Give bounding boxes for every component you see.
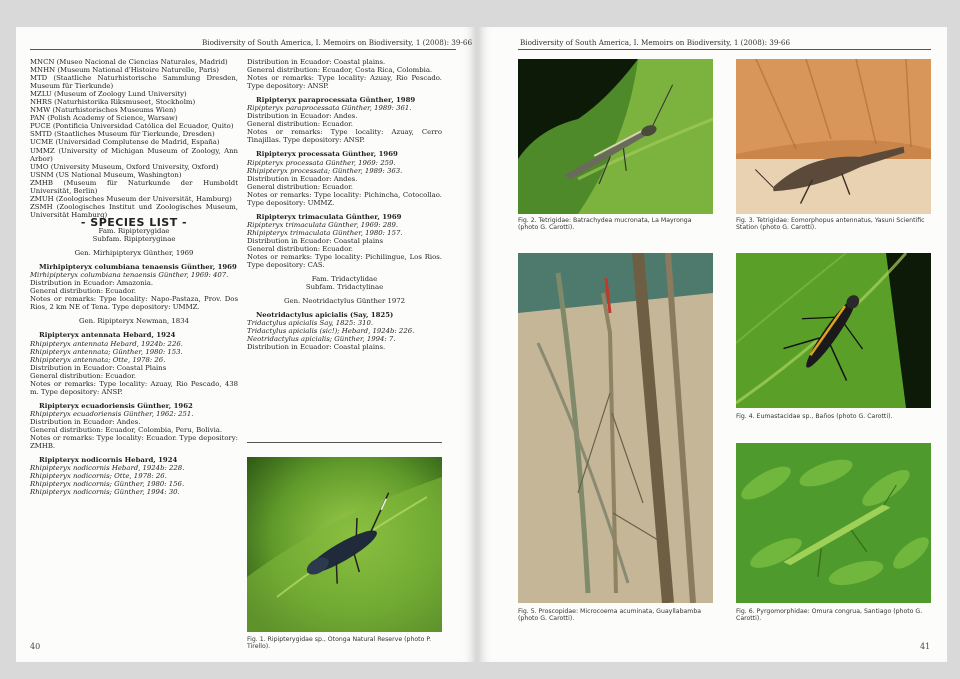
- synonym-line: Rhipipteryx processata; Günther, 1989: 363.: [247, 166, 403, 175]
- general-distribution: General distribution: Ecuador.: [247, 182, 353, 191]
- species-name: Ripipteryx ecuadoriensis Günther, 1962: [39, 401, 193, 410]
- synonym-line: Rhipipteryx nodicornis Hebard, 1924b: 228.: [30, 464, 185, 473]
- synonym-line: Ripipteryx trimaculata Günther, 1969: 289.: [247, 220, 399, 229]
- synonym-line: Rhipipteryx nodicornis; Günther, 1980: 156.: [30, 480, 185, 489]
- general-distribution: General distribution: Ecuador.: [30, 371, 136, 380]
- synonym-line: Rhipipteryx nodicornis; Otte, 1978: 26.: [30, 472, 167, 481]
- distribution-line: Distribution in Ecuador: Coastal plains: [247, 236, 383, 245]
- figure-1-photo: [247, 457, 442, 632]
- abbrev-item: PAN (Polish Academy of Science, Warsaw): [30, 114, 178, 123]
- figure-6-caption: Fig. 6. Pyrgomorphidae: Omura congrua, Santiago (photo G. Carotti).: [736, 608, 923, 623]
- abbrev-item: SMTD (Staatliches Museum für Tierkunde, Dresden): [30, 130, 215, 139]
- species-name: Ripipteryx processata Günther, 1969: [256, 150, 398, 159]
- fig6-insect-illustration: [736, 443, 931, 603]
- page-number-left: 40: [30, 642, 41, 651]
- remarks-line: Notes or remarks: Type locality: Napo-Pastaza, Prov. Dos Rios, 2 km NE of Tena. Type depository: UMMZ.: [30, 295, 238, 312]
- synonym-line: Rhipipteryx ecuadoriensis Günther, 1962: 251.: [30, 409, 194, 418]
- abbrev-item: ZSMH (Zoologisches Institut und Zoologisches Museum, Universität Hamburg): [30, 202, 238, 219]
- running-head-right: Biodiversity of South America, I. Memoirs on Biodiversity, 1 (2008): 39-66: [520, 38, 791, 47]
- general-distribution: General distribution: Ecuador, Colombia, Peru, Bolivia.: [30, 425, 223, 434]
- running-head-left: Biodiversity of South America, I. Memoirs on Biodiversity, 1 (2008): 39-66: [202, 38, 473, 47]
- species-name: Ripipteryx trimaculata Günther, 1969: [256, 212, 402, 221]
- left-column-1: [30, 58, 238, 496]
- abbreviation-list: [30, 58, 238, 219]
- distribution-line: Distribution in Ecuador: Andes.: [247, 174, 358, 183]
- remarks-line: Notes or remarks: Type locality: Azuay, Rio Pescado. Type depository: ANSP.: [247, 74, 442, 91]
- species-name: Neotridactylus apicialis (Say, 1825): [256, 311, 394, 320]
- header-rule-left: [30, 49, 456, 50]
- synonym-line: Ripipteryx paraprocessata Günther, 1989: 361.: [247, 104, 412, 113]
- fig3-insect-illustration: [736, 59, 931, 214]
- general-distribution: General distribution: Ecuador.: [30, 287, 136, 296]
- distribution-line: Distribution in Ecuador: Andes.: [30, 417, 141, 426]
- species-name: Mirhipipteryx columbiana tenaensis Günther, 1969: [39, 263, 237, 272]
- abbrev-item: UMMZ (University of Michigan Museum of Zoology, Ann Arbor): [30, 146, 238, 163]
- figure-2-caption: Fig. 2. Tetrigidae: Batrachydea mucronata, La Mayronga (photo G. Carotti).: [518, 217, 692, 232]
- distribution-line: Distribution in Ecuador: Amazonia.: [30, 279, 154, 288]
- distribution-line: Distribution in Ecuador: Coastal plains.: [247, 343, 386, 352]
- abbrev-item: USNM (US National Museum, Washington): [30, 170, 182, 179]
- abbrev-item: NHRS (Naturhistorika Riksmuseet, Stockholm): [30, 98, 196, 107]
- figure-2-photo: [518, 59, 713, 214]
- figure-divider: [247, 442, 442, 443]
- page-number-right: 41: [920, 642, 931, 651]
- synonym-line: Mirhipipteryx columbiana tenaensis Günther, 1969: 407.: [30, 271, 229, 280]
- general-distribution: General distribution: Ecuador, Costa Rica, Colombia.: [247, 66, 433, 75]
- synonym-line: Tridactylus apicialis Say, 1825: 310.: [247, 319, 374, 328]
- synonym-line: Ripipteryx processata Günther, 1969: 259.: [247, 158, 396, 167]
- abbrev-item: ZMUH (Zoologisches Museum der Universität, Hamburg): [30, 194, 232, 203]
- header-rule-right: [518, 49, 931, 50]
- synonym-line: Rhipipteryx trimaculata Günther, 1980: 157.: [247, 228, 403, 237]
- figure-4-caption: Fig. 4. Eumastacidae sp., Baños (photo G. Carotti).: [736, 413, 893, 420]
- distribution-line: Distribution in Ecuador: Andes.: [247, 112, 358, 121]
- genus-ripipteryx: Gen. Ripipteryx Newman, 1834: [79, 317, 189, 326]
- synonym-line: Rhipipteryx antennata; Günther, 1980: 153.: [30, 347, 183, 356]
- figure-5-caption: Fig. 5. Proscopidae: Microcoema acuminata, Guayllabamba (photo G. Carotti).: [518, 608, 702, 623]
- synonym-line: Tridactylus apicialis (sic!); Hebard, 1924b: 226.: [247, 327, 415, 336]
- synonym-line: Rhipipteryx nodicornis; Günther, 1994: 30.: [30, 488, 180, 497]
- species-name: Ripipteryx paraprocessata Günther, 1989: [256, 96, 416, 105]
- figure-6-photo: [736, 443, 931, 603]
- remarks-line: Notes or remarks: Type locality: Pichilingue, Los Rios. Type depository: CAS.: [247, 253, 442, 270]
- genus-neotridactylus: Gen. Neotridactylus Günther 1972: [283, 297, 406, 306]
- species-list-heading: - SPECIES LIST -: [80, 215, 188, 229]
- figure-5-photo: [518, 253, 713, 603]
- left-page: [16, 27, 475, 662]
- synonym-line: Neotridactylus apicialis; Günther, 1994: 7.: [247, 335, 396, 344]
- figure-1-caption: Fig. 1. Ripipterygidae sp., Otonga Natural Reserve (photo P. Tirello).: [247, 636, 432, 651]
- abbrev-item: UCME (Universidad Complutense de Madrid, España): [30, 138, 220, 147]
- distribution-line: Distribution in Ecuador: Coastal Plains: [30, 363, 167, 372]
- general-distribution: General distribution: Ecuador.: [247, 120, 353, 129]
- remarks-line: Notes or remarks: Type locality: Azuay, Cerro Tinajillas. Type depository: ANSP.: [247, 128, 442, 145]
- fig1-insect-illustration: [247, 457, 442, 632]
- figure-4-photo: [736, 253, 931, 408]
- family-tridactylidae: Fam. Tridactylidae: [311, 275, 378, 284]
- synonym-line: Rhipipteryx antennata Hebard, 1924b: 226.: [30, 339, 183, 348]
- fig4-insect-illustration: [736, 253, 931, 408]
- abbrev-item: PUCE (Pontificia Universidad Católica del Ecuador, Quito): [30, 122, 234, 131]
- subfamily-tridactylinae: Subfam. Tridactylinae: [305, 283, 384, 292]
- abbrev-item: ZMHB (Museum für Naturkunde der Humboldt Universität, Berlin): [30, 178, 238, 195]
- remarks-line: Notes or remarks: Type locality: Ecuador. Type depository: ZMHB.: [30, 434, 238, 451]
- distribution-line: Distribution in Ecuador: Coastal plains.: [247, 58, 386, 66]
- general-distribution: General distribution: Ecuador.: [247, 244, 353, 253]
- abbrev-item: MNHN (Museum National d'Histoire Naturelle, Paris): [30, 66, 219, 75]
- species-name: Ripipteryx antennata Hebard, 1924: [39, 331, 176, 340]
- species-name: Ripipteryx nodicornis Hebard, 1924: [39, 456, 178, 465]
- figure-3-photo: [736, 59, 931, 214]
- fig2-insect-illustration: [518, 59, 713, 214]
- remarks-line: Notes or remarks: Type locality: Azuay, Rio Pescado, 438 m. Type depository: ANSP.: [30, 379, 238, 396]
- right-page: [479, 27, 947, 662]
- abbrev-item: MNCN (Museo Nacional de Ciencias Naturales, Madrid): [30, 58, 228, 66]
- figure-3-caption: Fig. 3. Tetrigidae: Eomorphopus antennatus, Yasuni Scientific Station (photo G. Carotti).: [736, 217, 925, 232]
- synonym-line: Rhipipteryx antennata; Otte, 1978: 26.: [30, 355, 166, 364]
- subfamily-ripipteryginae: Subfam. Ripipteryginae: [92, 235, 176, 244]
- abbrev-item: NMW (Naturhistorisches Museums Wien): [30, 106, 177, 115]
- abbrev-item: UMO (University Museum, Oxford University, Oxford): [30, 162, 219, 171]
- genus-mirhipipteryx: Gen. Mirhipipteryx Günther, 1969: [74, 249, 194, 258]
- remarks-line: Notes or remarks: Type locality: Pichincha, Cotocollao. Type depository: UMMZ.: [247, 190, 442, 207]
- family-ripipterygidae: Fam. Ripipterygidae: [98, 226, 170, 235]
- abbrev-item: MTD (Staatliche Naturhistorische Sammlung Dresden, Museum für Tierkunde): [30, 74, 238, 91]
- abbrev-item: MZLU (Museum of Zoology Lund University): [30, 90, 187, 99]
- left-column-2: [247, 58, 442, 352]
- fig5-insect-illustration: [518, 253, 713, 603]
